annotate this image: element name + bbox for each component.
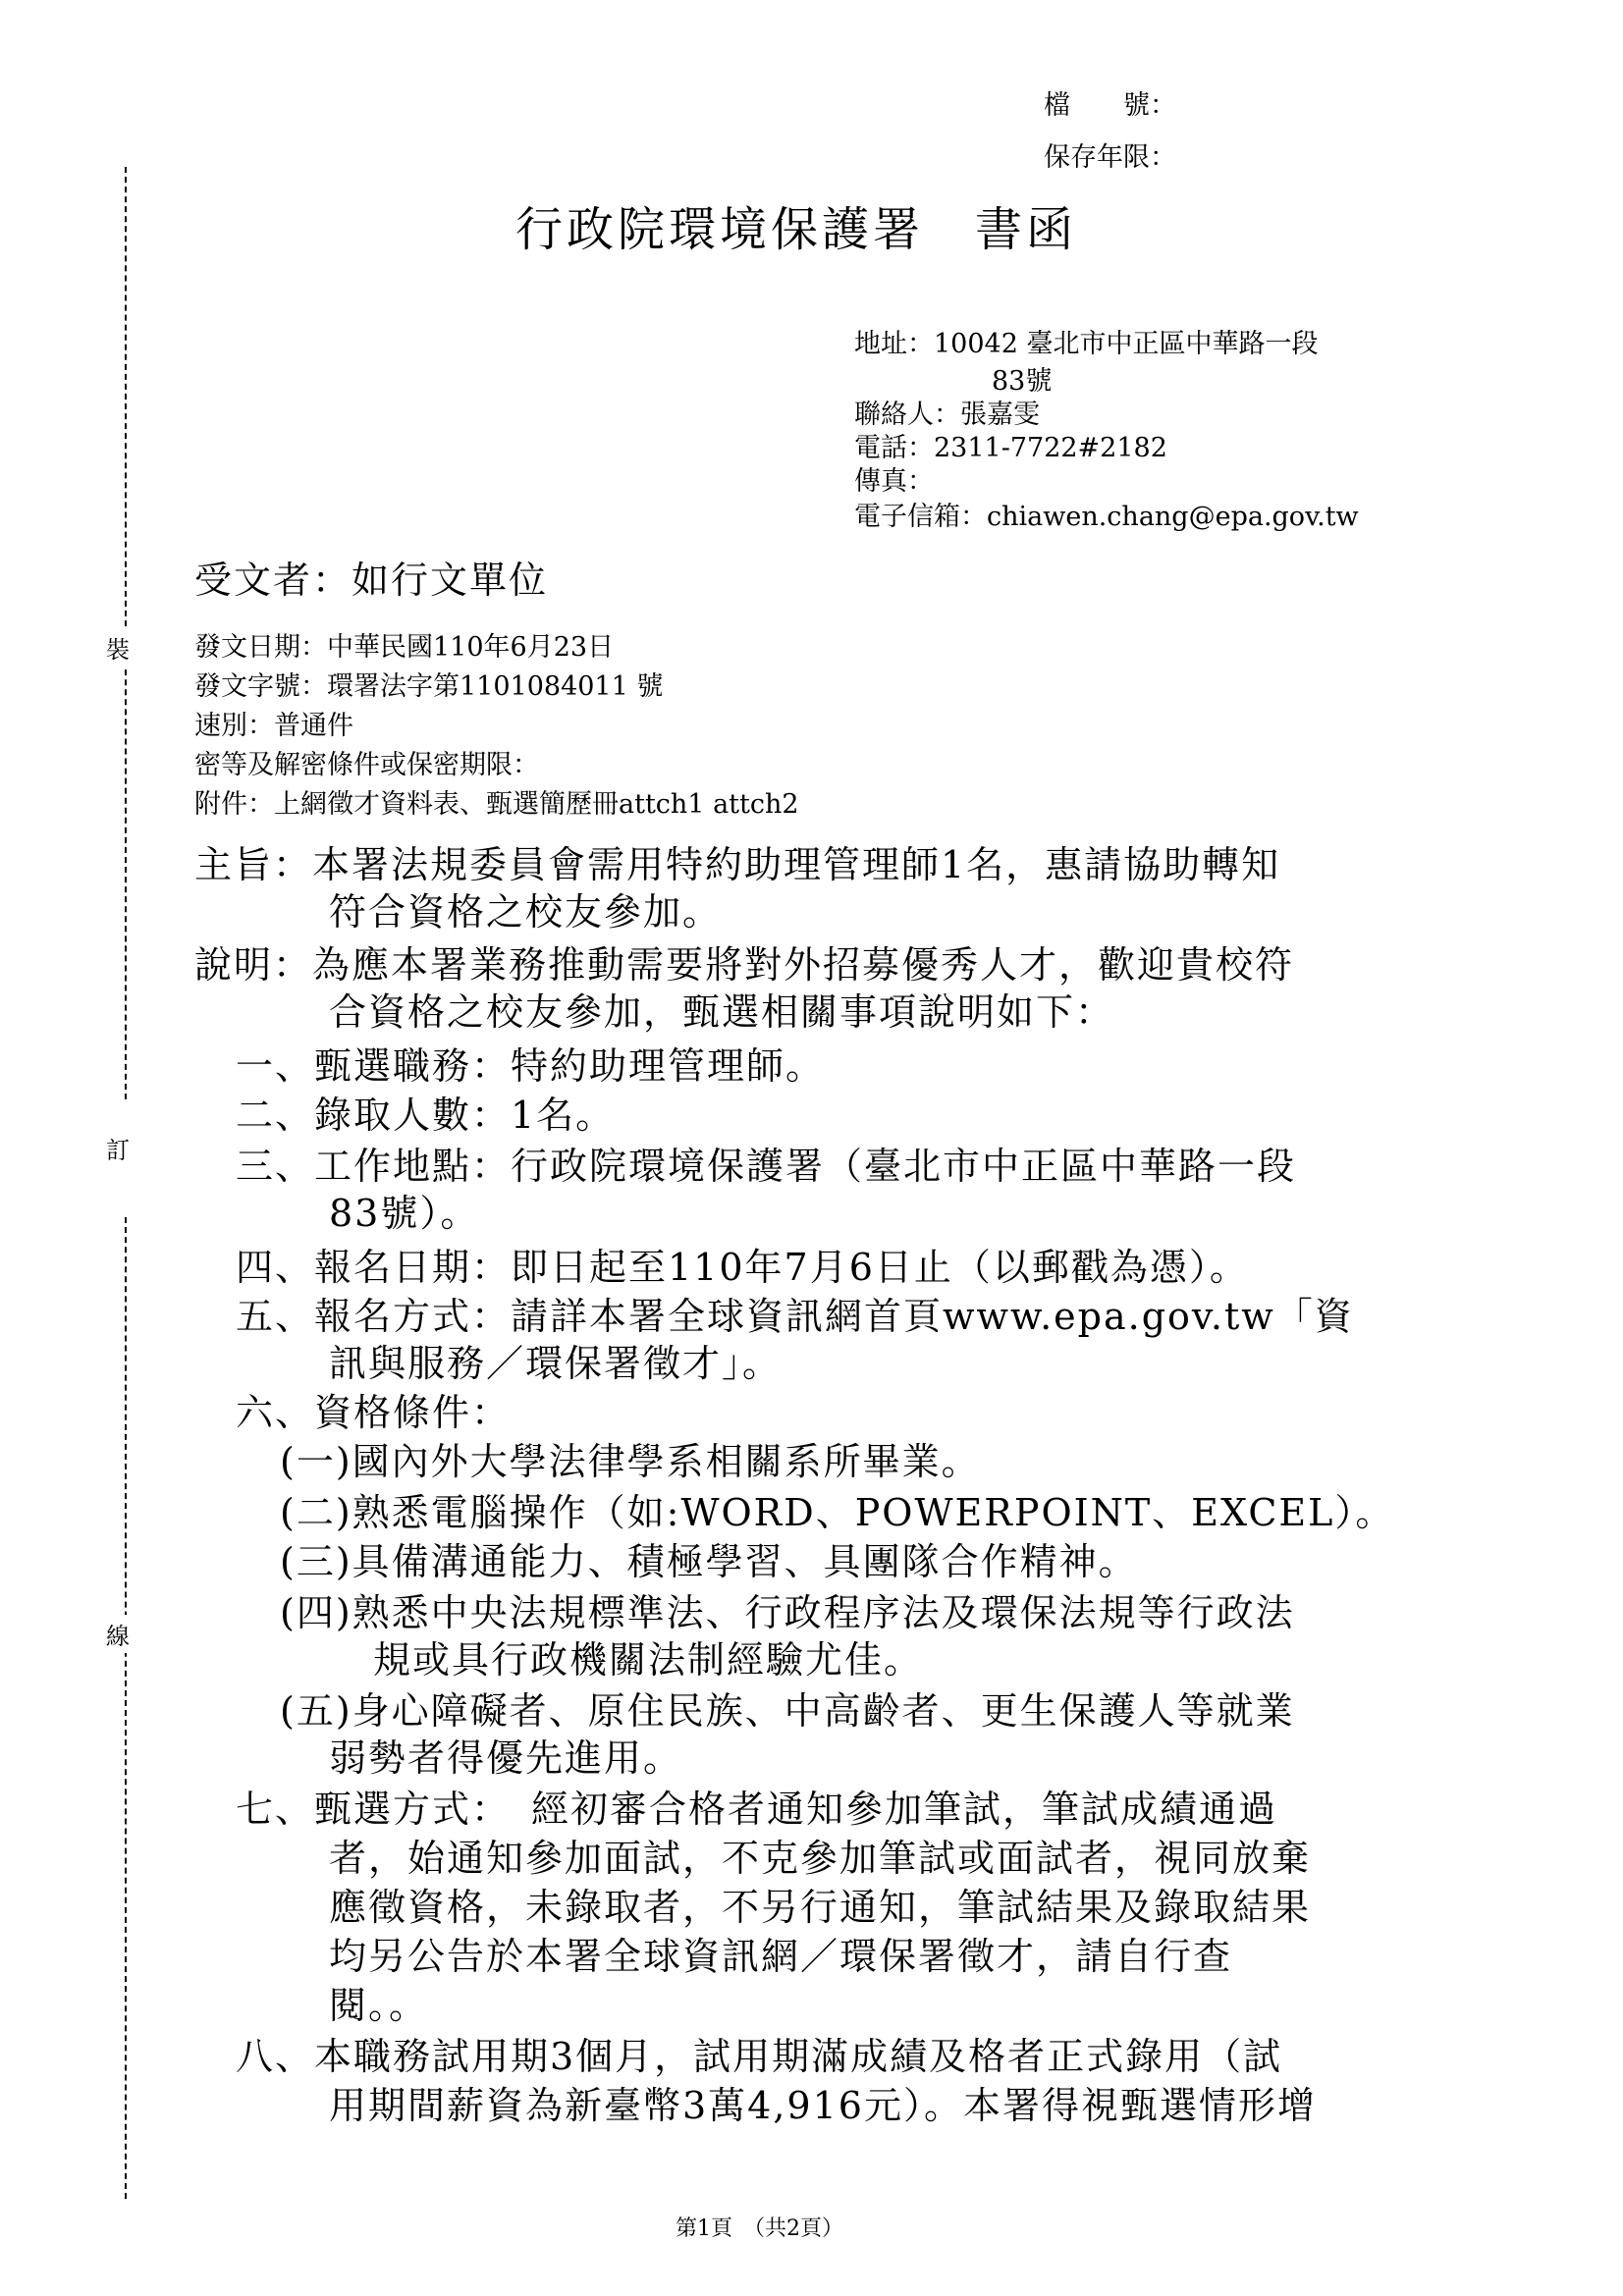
sub-item-3: (三)具備溝通能力、積極學習、具團隊合作精神。 [280,1540,1138,1583]
item-2: 二、錄取人數：1名。 [236,1094,616,1137]
sender-phone: 電話：2311-7722#2182 [854,433,1167,463]
secrecy-level: 密等及解密條件或保密期限： [194,750,539,780]
item-7-cont: 者，始通知參加面試，不克參加筆試或面試者，視同放棄 [329,1837,1312,1880]
sub-item-2: (二)熟悉電腦操作（如:WORD、POWERPOINT、EXCEL）。 [280,1491,1395,1534]
binding-line [125,1217,127,2199]
item-7-cont: 閱。。 [329,1984,429,2027]
sender-address-cont: 83號 [992,366,1053,397]
issue-date: 發文日期：中華民國110年6月23日 [194,632,615,663]
item-5-cont: 訊與服務／環保署徵才」。 [329,1342,783,1385]
item-6: 六、資格條件： [236,1391,512,1434]
sender-fax: 傳真： [854,466,934,497]
sub-item-5-cont: 弱勢者得優先進用。 [329,1736,683,1780]
sub-item-1: (一)國內外大學法律學系相關系所畢業。 [280,1440,981,1483]
recipient: 受文者：如行文單位 [194,559,549,602]
item-7-cont: 應徵資格，未錄取者，不另行通知，筆試結果及錄取結果 [329,1886,1312,1929]
sender-email: 電子信箱：chiawen.chang@epa.gov.tw [854,502,1359,532]
subject-line: 符合資格之校友參加。 [329,890,723,934]
item-7-cont: 均另公告於本署全球資訊網／環保署徵才，請自行查 [329,1935,1233,1978]
sub-item-4-cont: 規或具行政機關法制經驗尤佳。 [373,1638,924,1682]
binding-mark-zhuang: 裝 [106,628,130,667]
description-line: 合資格之校友參加，甄選相關事項說明如下： [329,990,1115,1034]
retention-period-label: 保存年限： [1044,142,1176,173]
item-3: 三、工作地點：行政院環境保護署（臺北市中正區中華路一段 [236,1145,1297,1188]
delivery-speed: 速別：普通件 [194,711,353,741]
sender-address: 地址：10042 臺北市中正區中華路一段 [854,329,1319,359]
binding-mark-xian: 線 [106,1615,130,1653]
item-7: 七、甄選方式： 經初審合格者通知參加筆試，筆試成績通過 [236,1788,1278,1831]
item-8: 八、本職務試用期3個月，試用期滿成績及格者正式錄用（試 [236,2035,1283,2078]
item-4: 四、報名日期：即日起至110年7月6日止（以郵戳為憑）。 [236,1246,1249,1289]
item-3-cont: 83號）。 [329,1192,480,1235]
file-number-label: 檔 號： [1044,90,1176,121]
binding-mark-ding: 訂 [106,1129,130,1167]
sender-contact: 聯絡人：張嘉雯 [854,400,1040,430]
item-5: 五、報名方式：請詳本署全球資訊網首頁www.epa.gov.tw「資 [236,1295,1354,1338]
page-number: 第1頁 （共2頁） [676,2216,843,2241]
document-number: 發文字號：環署法字第1101084011 號 [194,671,664,702]
sub-item-5: (五)身心障礙者、原住民族、中高齡者、更生保護人等就業 [280,1689,1295,1733]
item-1: 一、甄選職務：特約助理管理師。 [236,1044,826,1088]
attachments: 附件：上網徵才資料表、甄選簡歷冊attch1 attch2 [194,789,799,820]
subject-line: 主旨：本署法規委員會需用特約助理管理師1名，惠請協助轉知 [194,843,1281,886]
document-title: 行政院環境保護署 書函 [515,202,1078,257]
description-line: 說明：為應本署業務推動需要將對外招募優秀人才，歡迎貴校符 [194,943,1295,987]
sub-item-4: (四)熟悉中央法規標準法、行政程序法及環保法規等行政法 [280,1591,1295,1634]
item-8-cont: 用期間薪資為新臺幣3萬4,916元）。本署得視甄選情形增 [329,2084,1317,2127]
